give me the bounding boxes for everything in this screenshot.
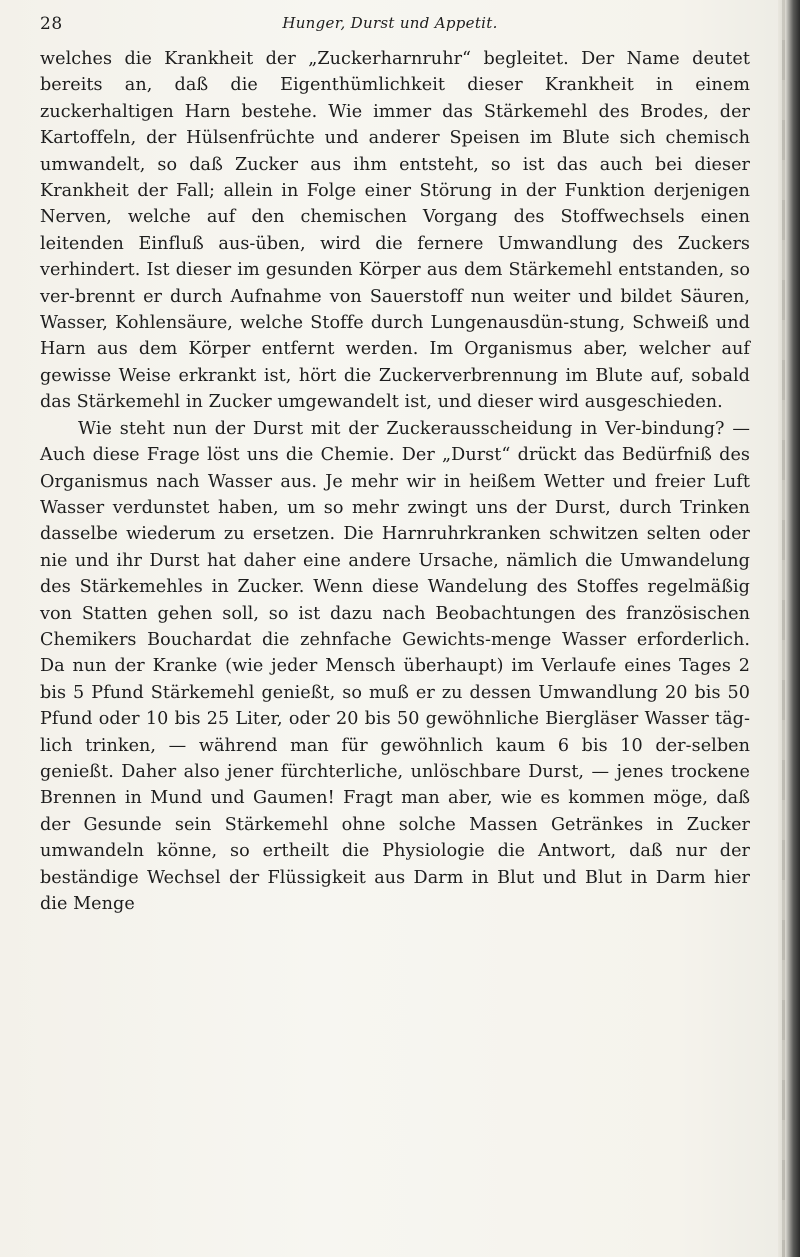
body-text bbox=[40, 46, 750, 917]
page-number: 28 bbox=[40, 14, 63, 34]
paragraph-2: Wie steht nun der Durst mit der Zuckerausscheidung in Ver-bindung? — Auch diese Frage löst uns die Chemie. Der „Durst“ drückt das Bedürfniß des Organismus nach Wasser aus. Je mehr wir in heißem Wetter und freier Luft Wasser verdunstet haben, um so mehr zwingt uns der Durst, durch Trinken dasselbe wiederum zu ersetzen. Die Harnruhrkranken schwitzen selten oder nie und ihr Durst hat daher eine andere Ursache, nämlich die Umwandelung des Stärkemehles in Zucker. Wenn diese Wandelung des Stoffes regelmäßig von Statten gehen soll, so ist dazu nach Beobachtungen des französischen Chemikers Bouchardat die zehnfache Gewichts-menge Wasser erforderlich. Da nun der Kranke (wie jeder Mensch überhaupt) im Verlaufe eines Tages 2 bis 5 Pfund Stärkemehl genießt, so muß er zu dessen Umwandlung 20 bis 50 Pfund oder 10 bis 25 Liter, oder 20 bis 50 gewöhnliche Biergläser Wasser täg-lich trinken, — während man für gewöhnlich kaum 6 bis 10 der-selben genießt. Daher also jener fürchterliche, unlöschbare Durst, — jenes trockene Brennen in Mund und Gaumen! Fragt man aber, wie es kommen möge, daß der Gesunde sein Stärkemehl ohne solche Massen Getränkes in Zucker umwandeln könne, so ertheilt die Physiologie die Antwort, daß nur der beständige Wechsel der Flüssigkeit aus Darm in Blut und Blut in Darm hier die Menge bbox=[40, 418, 750, 914]
page-header bbox=[40, 14, 740, 38]
running-title: Hunger, Durst und Appetit. bbox=[282, 14, 498, 32]
book-spine-edge bbox=[778, 0, 800, 1257]
paragraph-1: welches die Krankheit der „Zuckerharnruhr“ begleitet. Der Name deutet bereits an, daß die Eigenthümlichkeit dieser Krankheit in einem zuckerhaltigen Harn bestehe. Wie immer das Stärkemehl des Brodes, der Kartoffeln, der Hülsenfrüchte und anderer Speisen im Blute sich chemisch umwandelt, so daß Zucker aus ihm entsteht, so ist das auch bei dieser Krankheit der Fall; allein in Folge einer Störung in der Funktion derjenigen Nerven, welche auf den chemischen Vorgang des Stoffwechsels einen leitenden Einfluß aus-üben, wird die fernere Umwandlung des Zuckers verhindert. Ist dieser im gesunden Körper aus dem Stärkemehl entstanden, so ver-brennt er durch Aufnahme von Sauerstoff nun weiter und bildet Säuren, Wasser, Kohlensäure, welche Stoffe durch Lungenausdün-stung, Schweiß und Harn aus dem Körper entfernt werden. Im Organismus aber, welcher auf gewisse Weise erkrankt ist, hört die Zuckerverbrennung im Blute auf, sobald das Stärkemehl in Zucker umgewandelt ist, und dieser wird ausgeschieden. bbox=[40, 49, 750, 413]
